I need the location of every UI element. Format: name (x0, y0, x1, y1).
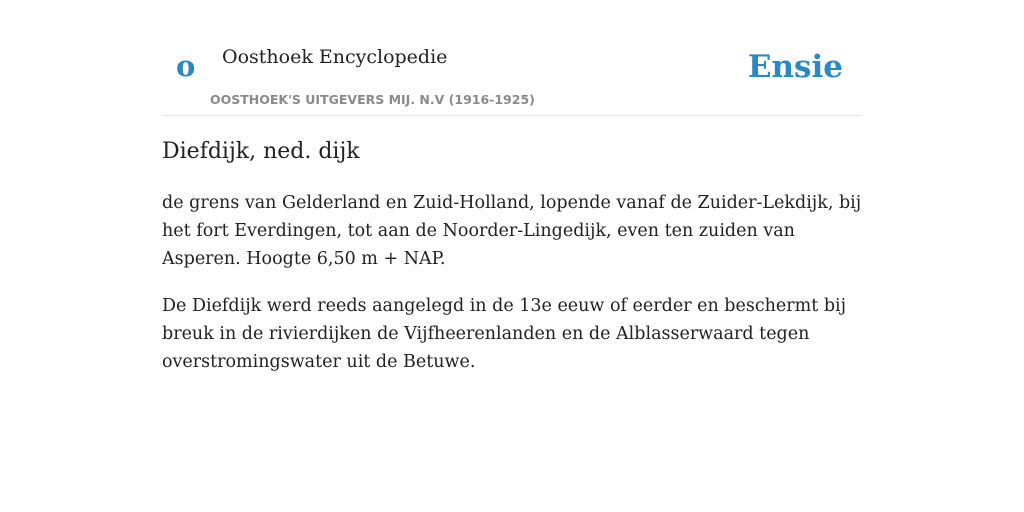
article-paragraph: de grens van Gelderland en Zuid-Holland, lopende vanaf de Zuider-Lekdijk, bij het fort Everdingen, tot aan de Noorder-Lingedijk, even ten zuiden van Asperen. Hoogte 6,50 m + NAP. (162, 192, 862, 269)
source-header (162, 38, 862, 116)
ensie-logo-link[interactable]: Ensie (747, 49, 843, 85)
article-paragraph: De Diefdijk werd reeds aangelegd in de 13e eeuw of eerder en beschermt bij breuk in de rivierdijken de Vijfheerenlanden en de Alblasserwaard tegen overstromingswater uit de Betuwe. (162, 295, 847, 372)
source-title-link[interactable]: Oosthoek Encyclopedie (222, 46, 448, 68)
entry-title: Diefdijk, ned. dijk (162, 139, 360, 164)
source-logo[interactable]: o (176, 49, 196, 83)
source-subtitle: OOSTHOEK'S UITGEVERS MIJ. N.V (1916-1925) (210, 92, 535, 107)
article (162, 138, 862, 395)
